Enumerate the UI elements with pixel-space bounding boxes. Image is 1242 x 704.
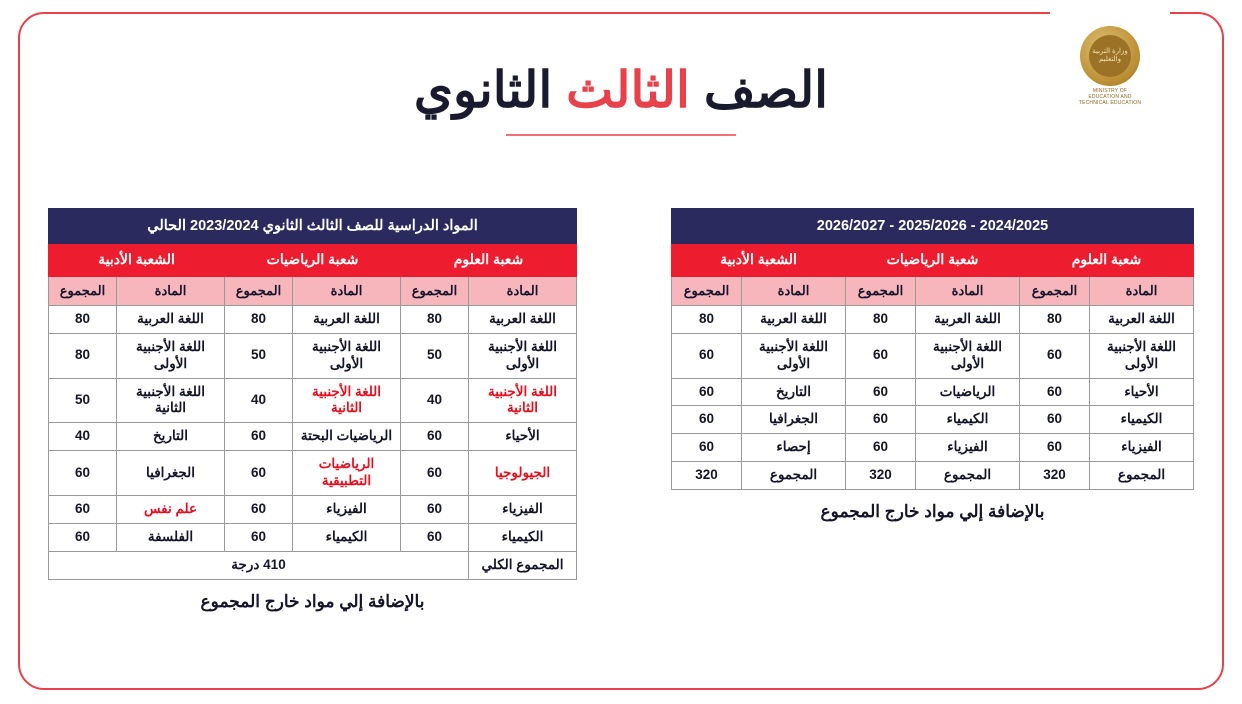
cell-subject-literary: اللغة العربية xyxy=(742,305,846,333)
cell-subject-math: اللغة الأجنبية الأولى xyxy=(293,333,401,378)
title-suffix: الثانوي xyxy=(413,62,567,118)
cell-total-value-science: 320 xyxy=(1020,462,1090,490)
table-row xyxy=(49,305,577,333)
cell-subject-science: الكيمياء xyxy=(1090,406,1194,434)
grand-total-label: المجموع الكلي xyxy=(469,551,577,579)
cell-subject-math: الكيمياء xyxy=(293,523,401,551)
cell-score-literary: 80 xyxy=(49,333,117,378)
subheader-total-literary: المجموع xyxy=(49,276,117,305)
cell-score-math: 60 xyxy=(225,523,293,551)
table-row xyxy=(49,523,577,551)
subheader-total-literary: المجموع xyxy=(672,276,742,305)
table-row xyxy=(49,423,577,451)
cell-score-literary: 80 xyxy=(49,305,117,333)
table-row xyxy=(672,434,1194,462)
section-science: شعبة العلوم xyxy=(401,244,577,277)
emblem-caption: MINISTRY OF EDUCATION AND TECHNICAL EDUCATION xyxy=(1078,88,1142,106)
cell-score-literary: 40 xyxy=(49,423,117,451)
cell-score-literary: 60 xyxy=(49,451,117,496)
cell-total-label-math: المجموع xyxy=(916,462,1020,490)
subheader-total-math: المجموع xyxy=(225,276,293,305)
cell-subject-literary: إحصاء xyxy=(742,434,846,462)
cell-subject-science: الأحياء xyxy=(469,423,577,451)
current-table-note: بالإضافة إلي مواد خارج المجموع xyxy=(200,591,425,611)
cell-subject-science: الفيزياء xyxy=(469,495,577,523)
cell-total-label-literary: المجموع xyxy=(742,462,846,490)
cell-subject-math: الرياضيات البحتة xyxy=(293,423,401,451)
cell-subject-math: الفيزياء xyxy=(293,495,401,523)
cell-score-math: 60 xyxy=(225,495,293,523)
cell-subject-science: اللغة الأجنبية الأولى xyxy=(469,333,577,378)
subheader-subject-literary: المادة xyxy=(117,276,225,305)
cell-subject-math: اللغة الأجنبية الثانية xyxy=(293,378,401,423)
title-divider xyxy=(506,134,736,136)
cell-score-literary: 60 xyxy=(672,406,742,434)
cell-subject-science: اللغة العربية xyxy=(1090,305,1194,333)
cell-subject-literary: الفلسفة xyxy=(117,523,225,551)
table-section-row xyxy=(672,244,1194,277)
cell-total-value-math: 320 xyxy=(846,462,916,490)
cell-subject-math: اللغة الأجنبية الأولى xyxy=(916,333,1020,378)
cell-score-science: 50 xyxy=(401,333,469,378)
future-table-note: بالإضافة إلي مواد خارج المجموع xyxy=(820,502,1045,521)
table-subheader-row xyxy=(49,276,577,305)
cell-subject-math: الرياضيات التطبيقية xyxy=(293,451,401,496)
cell-score-math: 60 xyxy=(225,451,293,496)
cell-subject-literary: التاريخ xyxy=(117,423,225,451)
subheader-total-science: المجموع xyxy=(1020,276,1090,305)
table-header-row xyxy=(49,209,577,244)
cell-subject-math: الكيمياء xyxy=(916,406,1020,434)
cell-score-math: 60 xyxy=(846,434,916,462)
cell-subject-literary: الجغرافيا xyxy=(117,451,225,496)
tables-container xyxy=(48,208,1194,612)
cell-score-literary: 60 xyxy=(672,378,742,406)
cell-score-math: 80 xyxy=(846,305,916,333)
current-year-block xyxy=(48,208,577,612)
current-table-title: المواد الدراسية للصف الثالث الثانوي 2023/2024 الحالي xyxy=(49,209,577,244)
cell-score-science: 60 xyxy=(401,451,469,496)
cell-subject-literary: الجغرافيا xyxy=(742,406,846,434)
cell-score-math: 40 xyxy=(225,378,293,423)
cell-score-literary: 60 xyxy=(672,333,742,378)
cell-score-science: 60 xyxy=(401,423,469,451)
cell-subject-science: الكيمياء xyxy=(469,523,577,551)
section-literary: الشعبة الأدبية xyxy=(672,244,846,277)
cell-score-math: 60 xyxy=(846,406,916,434)
cell-total-label-science: المجموع xyxy=(1090,462,1194,490)
cell-subject-math: اللغة العربية xyxy=(293,305,401,333)
title-highlight: الثالث xyxy=(566,62,690,118)
cell-score-math: 60 xyxy=(846,378,916,406)
subheader-total-math: المجموع xyxy=(846,276,916,305)
cell-subject-math: الفيزياء xyxy=(916,434,1020,462)
cell-subject-literary: علم نفس xyxy=(117,495,225,523)
cell-score-science: 80 xyxy=(401,305,469,333)
table-row xyxy=(49,495,577,523)
total-row xyxy=(672,462,1194,490)
subheader-subject-literary: المادة xyxy=(742,276,846,305)
ministry-emblem-icon xyxy=(1077,26,1143,104)
table-section-row xyxy=(49,244,577,277)
cell-subject-math: الرياضيات xyxy=(916,378,1020,406)
future-years-table xyxy=(671,208,1194,490)
cell-subject-literary: اللغة الأجنبية الأولى xyxy=(117,333,225,378)
cell-score-math: 50 xyxy=(225,333,293,378)
table-row xyxy=(672,378,1194,406)
table-row xyxy=(49,451,577,496)
cell-subject-math: اللغة العربية xyxy=(916,305,1020,333)
ministry-emblem-ribbon xyxy=(1050,0,1170,170)
cell-score-science: 40 xyxy=(401,378,469,423)
table-row xyxy=(672,305,1194,333)
cell-subject-science: اللغة الأجنبية الثانية xyxy=(469,378,577,423)
cell-score-science: 60 xyxy=(1020,378,1090,406)
cell-score-math: 60 xyxy=(846,333,916,378)
cell-score-literary: 80 xyxy=(672,305,742,333)
cell-score-science: 60 xyxy=(1020,434,1090,462)
table-header-row xyxy=(672,209,1194,244)
cell-subject-science: الأحياء xyxy=(1090,378,1194,406)
cell-score-math: 80 xyxy=(225,305,293,333)
subheader-subject-math: المادة xyxy=(916,276,1020,305)
cell-subject-literary: اللغة العربية xyxy=(117,305,225,333)
cell-subject-literary: اللغة الأجنبية الثانية xyxy=(117,378,225,423)
table-row xyxy=(49,378,577,423)
section-math: شعبة الرياضيات xyxy=(846,244,1020,277)
cell-score-literary: 60 xyxy=(49,523,117,551)
cell-score-science: 60 xyxy=(1020,333,1090,378)
section-science: شعبة العلوم xyxy=(1020,244,1194,277)
cell-score-literary: 60 xyxy=(49,495,117,523)
emblem-inner-text: وزارة التربية والتعليم xyxy=(1089,35,1131,77)
cell-score-science: 60 xyxy=(401,495,469,523)
grand-total-value: 410 درجة xyxy=(49,551,469,579)
subheader-total-science: المجموع xyxy=(401,276,469,305)
cell-total-value-literary: 320 xyxy=(672,462,742,490)
table-row xyxy=(49,333,577,378)
cell-score-science: 80 xyxy=(1020,305,1090,333)
current-year-table xyxy=(48,208,577,580)
cell-score-literary: 50 xyxy=(49,378,117,423)
section-literary: الشعبة الأدبية xyxy=(49,244,225,277)
subheader-subject-science: المادة xyxy=(469,276,577,305)
grand-total-row xyxy=(49,551,577,579)
table-subheader-row xyxy=(672,276,1194,305)
title-prefix: الصف xyxy=(689,62,829,118)
cell-score-science: 60 xyxy=(401,523,469,551)
cell-subject-science: اللغة العربية xyxy=(469,305,577,333)
subheader-subject-science: المادة xyxy=(1090,276,1194,305)
cell-subject-science: اللغة الأجنبية الأولى xyxy=(1090,333,1194,378)
cell-subject-science: الجيولوجيا xyxy=(469,451,577,496)
future-years-block xyxy=(671,208,1194,612)
cell-subject-literary: التاريخ xyxy=(742,378,846,406)
section-math: شعبة الرياضيات xyxy=(225,244,401,277)
cell-subject-science: الفيزياء xyxy=(1090,434,1194,462)
future-table-title: 2024/2025 - 2025/2026 - 2026/2027 xyxy=(672,209,1194,244)
cell-score-literary: 60 xyxy=(672,434,742,462)
subheader-subject-math: المادة xyxy=(293,276,401,305)
table-row xyxy=(672,406,1194,434)
cell-score-math: 60 xyxy=(225,423,293,451)
cell-subject-literary: اللغة الأجنبية الأولى xyxy=(742,333,846,378)
cell-score-science: 60 xyxy=(1020,406,1090,434)
table-row xyxy=(672,333,1194,378)
